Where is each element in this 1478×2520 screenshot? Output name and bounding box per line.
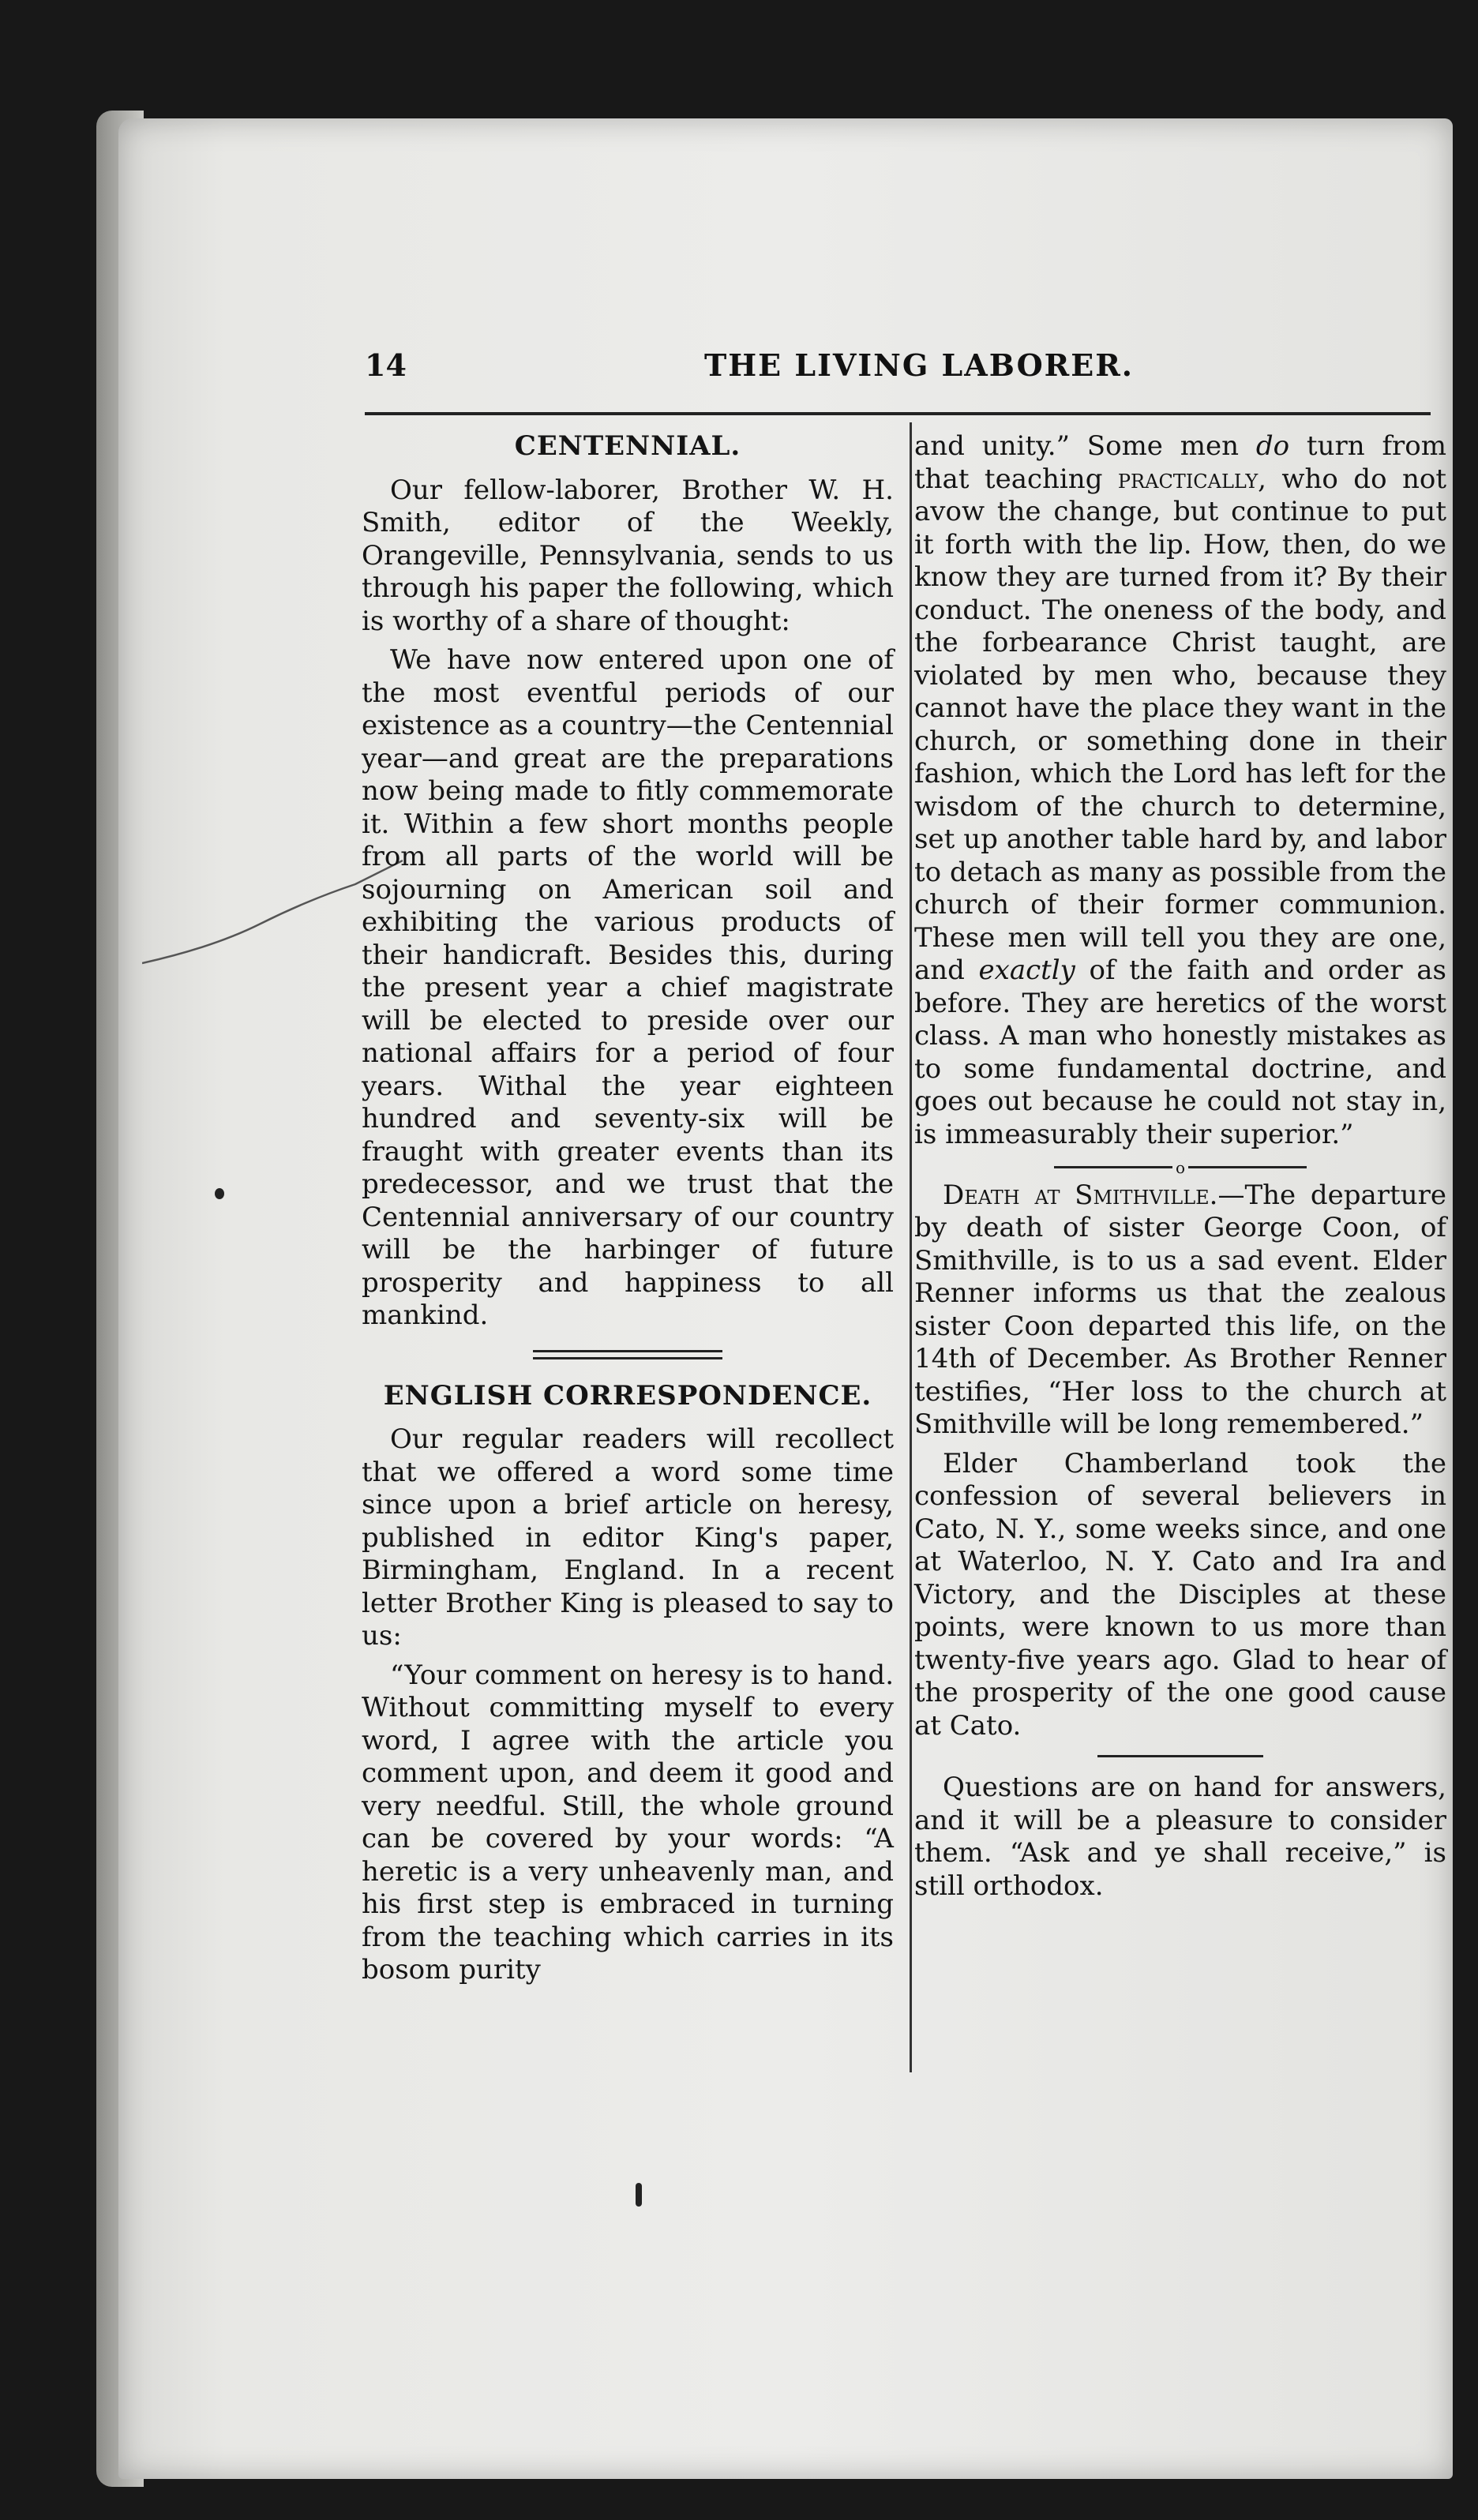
text-run: turn from that teaching [914,430,1446,495]
ink-speck [636,2183,642,2207]
notice-text: —The departure by death of sister George Coon, of Smithville, is to us a sad event. Elder Renner informs us that the zealous sister Coon departed this life, on the 14th of December. As Brother Renner testifies, “Her loss to the church at Smithville will be long remembered.” [914,1179,1446,1440]
emphasis: exactly [978,954,1075,986]
death-notice [914,1179,1446,1442]
running-title: THE LIVING LABORER. [704,347,1135,383]
ornament-rule [914,1157,1446,1176]
ornament-mark: o [1175,1157,1186,1177]
page-header [365,347,1431,395]
chamberland-notice: Elder Chamberland took the confession of several believers in Cato, N. Y., some weeks since, and one at Waterloo, N. Y. Cato and Ira and Victory, and the Disciples at these points, were known to us more than twenty-five years ago. Glad to hear of the prosperity of the one good cause at Cato. [914,1447,1446,1742]
text-run: and unity.” Some men [914,430,1256,462]
text-run: , who do not avow the change, but continue to put it forth with the lip. How, then, do we know they are turned from it? By their conduct. The oneness of the body, and the forbearance Christ taught, are violated by men who, because they cannot have the place they want in the church, or something done in their fashion, which the Lord has left for the wisdom of the church to determine, set up another table hard by, and labor to detach as many as possible from the church of their former communion. These men will tell you they are one, and [914,463,1447,986]
quoted-paragraph: We have now entered upon one of the most eventful periods of our existence as a country—the Centennial year—and great are the preparations now being made to fitly commemorate it. Within a few short months people from all parts of the world will be sojourning on American soil and exhibiting the various products of their handicraft. Besides this, during the present year a chief magistrate will be elected to preside over our national affairs for a period of four years. Withal the year eighteen hundred and seventy-six will be fraught with greater events than its predecessor, and we trust that the Centennial anniversary of our country will be the harbinger of future prosperity and happiness to all mankind. [362,644,894,1331]
article-title: CENTENNIAL. [514,430,741,462]
notice-lead: Death at Smithville. [943,1179,1218,1211]
header-rule [365,412,1431,415]
quoted-paragraph: “Your comment on heresy is to hand. Without committing myself to every word, I agree with the article you comment upon, and deem it good and very needful. Still, the whole ground can be covered by your words: “A heretic is a very unheavenly man, and his first step is embraced in turning from the teaching which carries in its bosom purity [362,1659,894,1986]
section-divider [533,1350,722,1359]
right-column [914,430,1446,1909]
english-correspondence-article [362,1380,894,1987]
centennial-article [362,430,894,1333]
emphasis: do [1255,430,1290,462]
article-paragraph: Our regular readers will recollect that we offered a word some time since upon a brief article on heresy, published in editor King's paper, Birmingham, England. In a recent letter Brother King is pleased to say to us: [362,1423,894,1652]
left-column [362,430,894,1993]
small-caps: practically [1117,463,1259,495]
short-rule [1097,1755,1263,1757]
page-number: 14 [365,347,407,383]
ink-speck [215,1188,224,1199]
article-paragraph: Our fellow-laborer, Brother W. H. Smith, editor of the Weekly, Orangeville, Pennsylvania, sends to us through his paper the following, which is worthy of a share of thought: [362,474,894,637]
text-run: of the faith and order as before. They are heretics of the worst class. A man who honestly mistakes as to some fundamental doctrine, and goes out because he could not stay in, is immeasurably their superior.” [914,954,1446,1150]
questions-notice: Questions are on hand for answers, and it will be a pleasure to consider them. “Ask and ye shall receive,” is still orthodox. [914,1772,1446,1902]
continued-paragraph [914,430,1446,1151]
column-divider [910,422,912,2072]
article-title: ENGLISH CORRESPONDENCE. [383,1379,872,1412]
